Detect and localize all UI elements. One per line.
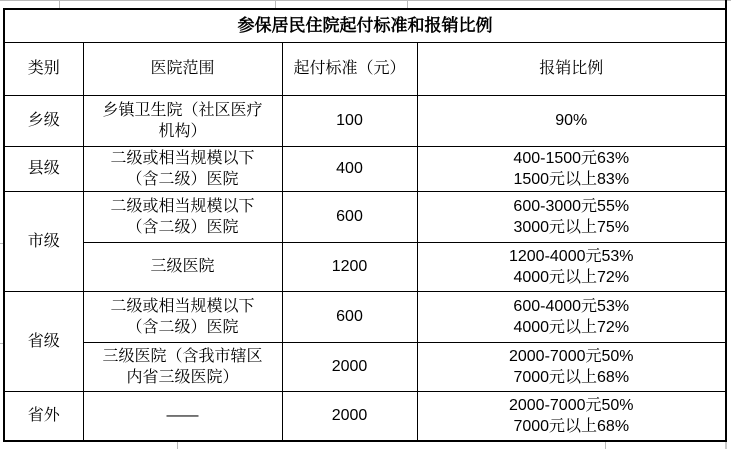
header-deductible: 起付标准（元） [282, 42, 417, 95]
table-row [4, 146, 726, 191]
category-cell: 市级 [4, 191, 83, 291]
deductible-cell: 600 [282, 291, 417, 342]
hospital-scope-cell: 三级医院（含我市辖区 内省三级医院） [83, 342, 282, 391]
table-row [4, 191, 726, 242]
category-cell: 省外 [4, 391, 83, 441]
hospital-scope-cell: 二级或相当规模以下 （含二级）医院 [83, 191, 282, 242]
gridline-tick [605, 442, 606, 449]
table-row [4, 391, 726, 441]
header-hospital-scope: 医院范围 [83, 42, 282, 95]
ratio-cell: 1200-4000元53% 4000元以上72% [417, 242, 726, 291]
header-row [4, 42, 726, 95]
gridline-top [0, 0, 731, 1]
table-row [4, 291, 726, 342]
hospital-scope-cell: 乡镇卫生院（社区医疗 机构） [83, 95, 282, 146]
ratio-cell: 600-4000元53% 4000元以上72% [417, 291, 726, 342]
header-category: 类别 [4, 42, 83, 95]
deductible-cell: 2000 [282, 342, 417, 391]
hospital-scope-cell: 三级医院 [83, 242, 282, 291]
deductible-cell: 100 [282, 95, 417, 146]
table-row [4, 95, 726, 146]
ratio-cell: 400-1500元63% 1500元以上83% [417, 146, 726, 191]
header-reimbursement-ratio: 报销比例 [417, 42, 726, 95]
table-row [4, 242, 726, 291]
gridline-tick [177, 442, 178, 449]
hospital-scope-cell: 二级或相当规模以下 （含二级）医院 [83, 291, 282, 342]
hospital-scope-cell: 二级或相当规模以下 （含二级）医院 [83, 146, 282, 191]
deductible-cell: 400 [282, 146, 417, 191]
deductible-cell: 1200 [282, 242, 417, 291]
ratio-cell: 2000-7000元50% 7000元以上68% [417, 391, 726, 441]
dash-placeholder: —— [166, 407, 199, 425]
hospital-scope-cell [83, 391, 282, 441]
table-row [4, 342, 726, 391]
category-cell: 县级 [4, 146, 83, 191]
ratio-cell: 600-3000元55% 3000元以上75% [417, 191, 726, 242]
table-title: 参保居民住院起付标准和报销比例 [4, 9, 726, 42]
category-cell: 乡级 [4, 95, 83, 146]
insurance-benefits-table [3, 8, 727, 442]
ratio-cell: 2000-7000元50% 7000元以上68% [417, 342, 726, 391]
deductible-cell: 600 [282, 191, 417, 242]
deductible-cell: 2000 [282, 391, 417, 441]
category-cell: 省级 [4, 291, 83, 391]
gridline-right-bottom [725, 442, 727, 449]
ratio-cell: 90% [417, 95, 726, 146]
